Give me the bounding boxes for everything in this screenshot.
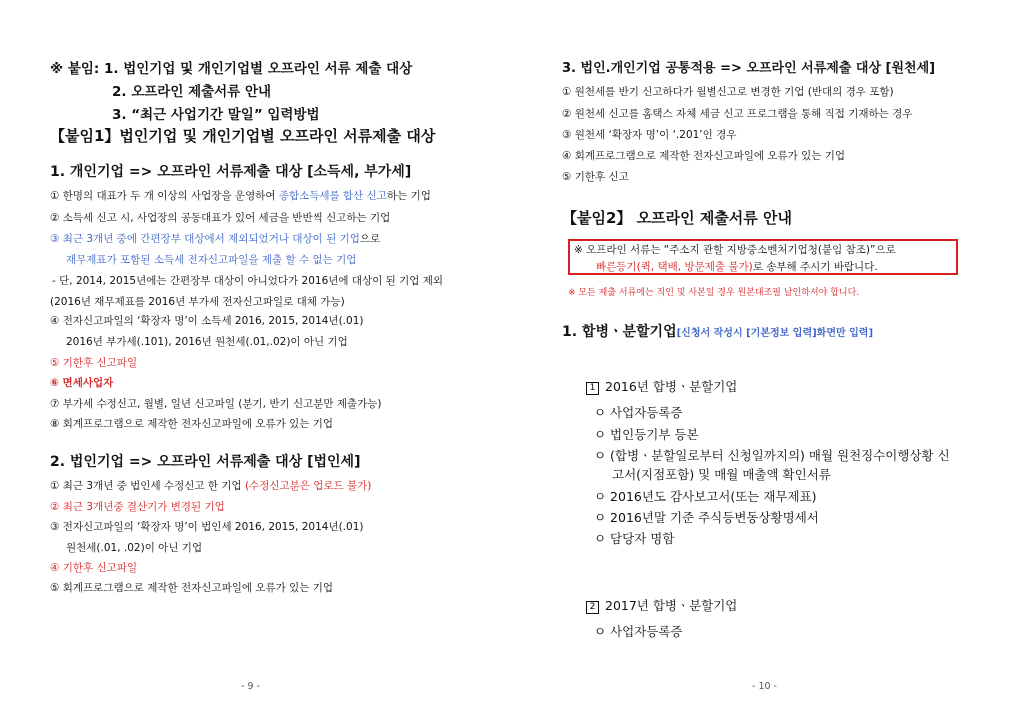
individual-item-5: ⑤ 기한후 신고파일: [50, 357, 138, 369]
common-item-2: ② 원천세 신고를 홈택스 자체 세금 신고 프로그램을 통해 직접 기재하는 경우: [562, 108, 913, 120]
item-text: 하는 기업: [386, 190, 431, 202]
notice-line-2: [596, 259, 878, 274]
box1-item-5: ㅇ 2016년말 기준 주식등변동상황명세서: [594, 510, 819, 525]
box1-item-2: ㅇ 법인등기부 등본: [594, 427, 699, 442]
common-item-4: ④ 회계프로그램으로 제작한 전자신고파일에 오류가 있는 기업: [562, 150, 846, 162]
individual-item-7: ⑦ 부가세 수정신고, 월별, 일년 신고파일 (분기, 반기 신고분만 제출가능): [50, 398, 382, 410]
box-title-text: 2017년 합병ㆍ분할기업: [605, 598, 738, 613]
merger-heading-title: 1. 합병ㆍ분할기업: [562, 324, 677, 340]
notice-line-1: ※ 오프라인 서류는 “주소지 관할 지방중소벤처기업청(붙임 참조)”으로: [574, 244, 896, 256]
page-number: - 10 -: [752, 681, 777, 692]
attachment-item-3: 3. “최근 사업기간 말일” 입력방법: [112, 107, 320, 123]
box1-item-3: ㅇ (합병ㆍ분할일로부터 신청일까지의) 매월 원천징수이행상황 신: [594, 448, 950, 463]
notice-red: ※ 모든 제출 서류에는 직인 및 사본일 경우 원본대조필 날인하셔야 합니다.: [568, 288, 860, 298]
individual-item-3-note: - 단, 2014, 2015년에는 간편장부 대상이 아니었다가 2016년에 대상이 된 기업 제외: [52, 275, 444, 287]
highlight-text: ③ 최근 3개년 중에 간편장부 대상에서 제외되었거나 대상이 된 기업: [50, 233, 360, 245]
individual-item-2: ② 소득세 신고 시, 사업장의 공동대표가 있어 세금을 반반씩 신고하는 기업: [50, 212, 391, 224]
highlight-text: 빠른등기(퀵, 택배, 방문제출 불가): [596, 261, 753, 273]
corporate-item-5: ⑤ 회계프로그램으로 제작한 전자신고파일에 오류가 있는 기업: [50, 582, 334, 594]
corporate-item-2: ② 최근 3개년중 결산기가 변경된 기업: [50, 501, 225, 513]
individual-item-1: [50, 188, 431, 203]
section-title-attachment-1: 【붙임1】법인기업 및 개인기업별 오프라인 서류제출 대상: [50, 127, 436, 145]
page-number: - 9 -: [241, 681, 260, 692]
item-text: ① 한명의 대표가 두 개 이상의 사업장을 운영하여: [50, 190, 279, 202]
corporate-item-3: ③ 전자신고파일의 ‘확장자 명’이 법인세 2016, 2015, 2014년(.01): [50, 521, 364, 533]
box1-item-1: ㅇ 사업자등록증: [594, 405, 683, 420]
item-text: 으로: [359, 233, 381, 245]
individual-heading: 1. 개인기업 => 오프라인 서류제출 대상 [소득세, 부가세]: [50, 164, 412, 180]
item-text: ① 최근 3개년 중 법인세 수정신고 한 기업: [50, 480, 245, 492]
corporate-item-3-cont: 원천세(.01, .02)이 아닌 기업: [66, 542, 203, 554]
box1-title: [586, 377, 737, 395]
individual-item-4: ④ 전자신고파일의 ‘확장자 명’이 소득세 2016, 2015, 2014년(.01): [50, 315, 364, 327]
box-title-text: 2016년 합병ㆍ분할기업: [605, 379, 738, 394]
item-text: 로 송부해 주시기 바랍니다.: [752, 261, 878, 273]
box1-item-6: ㅇ 담당자 명함: [594, 531, 675, 546]
individual-item-6: ⑥ 면세사업자: [50, 377, 114, 389]
section-title-attachment-2: 【붙임2】 오프라인 제출서류 안내: [562, 209, 792, 227]
box1-item-3-cont: 고서(지점포함) 및 매월 매출액 확인서류: [612, 467, 831, 482]
common-heading: 3. 법인.개인기업 공통적용 => 오프라인 서류제출 대상 [원천세]: [562, 61, 936, 76]
individual-item-3-note-2: (2016년 재무제표를 2016년 부가세 전자신고파일로 대체 가능): [50, 296, 345, 308]
merger-heading-note: [신청서 작성시 [기본정보 입력]화면만 입력]: [676, 328, 874, 339]
common-item-1: ① 원천세를 반기 신고하다가 월별신고로 변경한 기업 (반대의 경우 포함): [562, 86, 894, 98]
box2-title: [586, 596, 737, 614]
box1-item-4: ㅇ 2016년도 감사보고서(또는 재무제표): [594, 489, 817, 504]
highlight-text: (수정신고분은 업로드 불가): [244, 480, 372, 492]
common-item-3: ③ 원천세 ‘확장자 명’이 ‘.201’인 경우: [562, 129, 737, 141]
individual-item-4-cont: 2016년 부가세(.101), 2016년 원천세(.01,.02)이 아닌 기업: [66, 336, 348, 348]
attachment-intro: ※ 붙임: 1. 법인기업 및 개인기업별 오프라인 서류 제출 대상: [50, 61, 413, 77]
individual-item-3-cont: 재무제표가 포함된 소득세 전자신고파일을 제출 할 수 없는 기업: [66, 254, 357, 266]
highlight-text: 종합소득세를 합산 신고: [278, 190, 387, 202]
corporate-item-1: [50, 478, 371, 493]
corporate-item-4: ④ 기한후 신고파일: [50, 562, 138, 574]
right-page: [512, 0, 1024, 724]
corporate-heading: 2. 법인기업 => 오프라인 서류제출 대상 [법인세]: [50, 454, 361, 470]
box2-item-1: ㅇ 사업자등록증: [594, 624, 683, 639]
box-number: 2: [586, 601, 599, 614]
attachment-item-2: 2. 오프라인 제출서류 안내: [112, 84, 272, 100]
common-item-5: ⑤ 기한후 신고: [562, 171, 629, 183]
merger-heading: [562, 321, 873, 341]
box-number: 1: [586, 382, 599, 395]
individual-item-8: ⑧ 회계프로그램으로 제작한 전자신고파일에 오류가 있는 기업: [50, 418, 334, 430]
individual-item-3: [50, 231, 380, 246]
